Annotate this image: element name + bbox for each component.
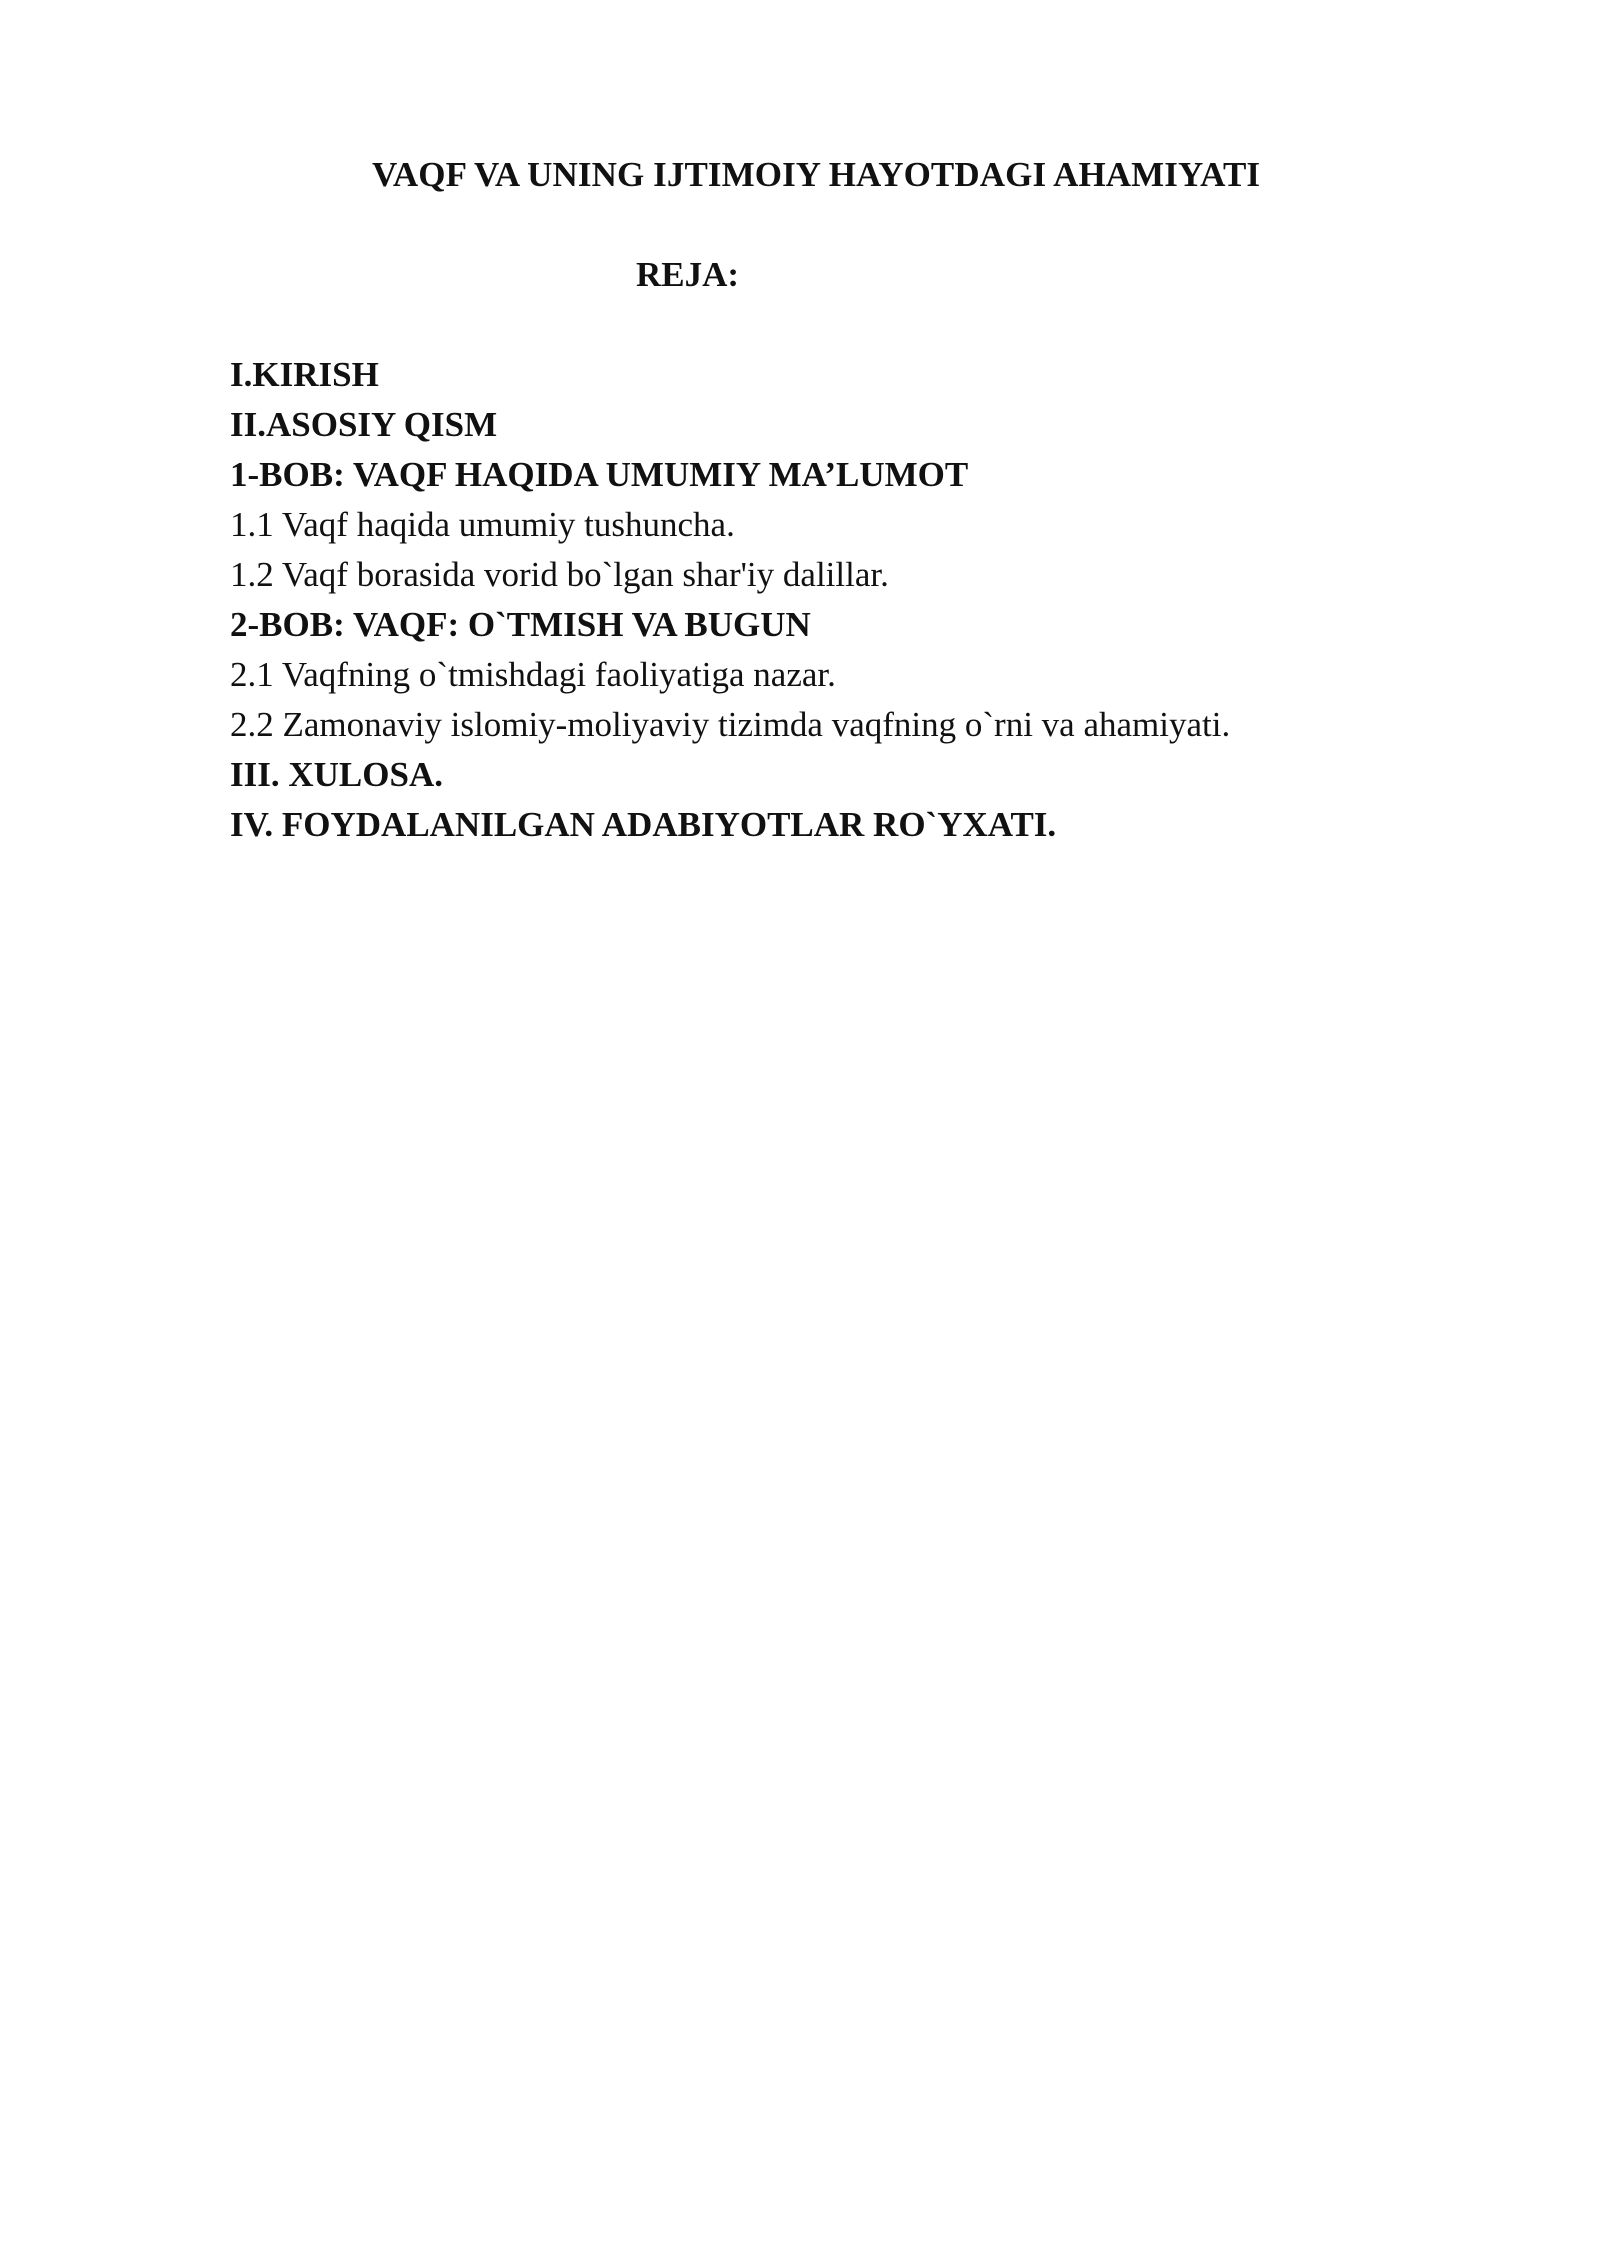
plan-item-section-2-1: 2.1 Vaqfning o`tmishdagi faoliyatiga nazar. bbox=[230, 655, 836, 694]
plan-item-references: IV. FOYDALANILGAN ADABIYOTLAR RO`YXATI. bbox=[230, 805, 1057, 844]
document-title: VAQF VA UNING IJTIMOIY HAYOTDAGI AHAMIYATI bbox=[372, 155, 1261, 194]
plan-item-section-1-2: 1.2 Vaqf borasida vorid bo`lgan shar'iy dalillar. bbox=[230, 555, 889, 594]
plan-heading: REJA: bbox=[636, 255, 740, 294]
plan-item-introduction: I.KIRISH bbox=[230, 355, 379, 394]
plan-item-main-part: II.ASOSIY QISM bbox=[230, 405, 498, 444]
plan-item-section-2-2: 2.2 Zamonaviy islomiy-moliyaviy tizimda vaqfning o`rni va ahamiyati. bbox=[230, 705, 1231, 744]
plan-list bbox=[230, 350, 1230, 850]
plan-item-chapter-1: 1-BOB: VAQF HAQIDA UMUMIY MA’LUMOT bbox=[230, 455, 969, 494]
plan-item-chapter-2: 2-BOB: VAQF: O`TMISH VA BUGUN bbox=[230, 605, 811, 644]
plan-item-conclusion: III. XULOSA. bbox=[230, 755, 443, 794]
plan-item-section-1-1: 1.1 Vaqf haqida umumiy tushuncha. bbox=[230, 505, 735, 544]
